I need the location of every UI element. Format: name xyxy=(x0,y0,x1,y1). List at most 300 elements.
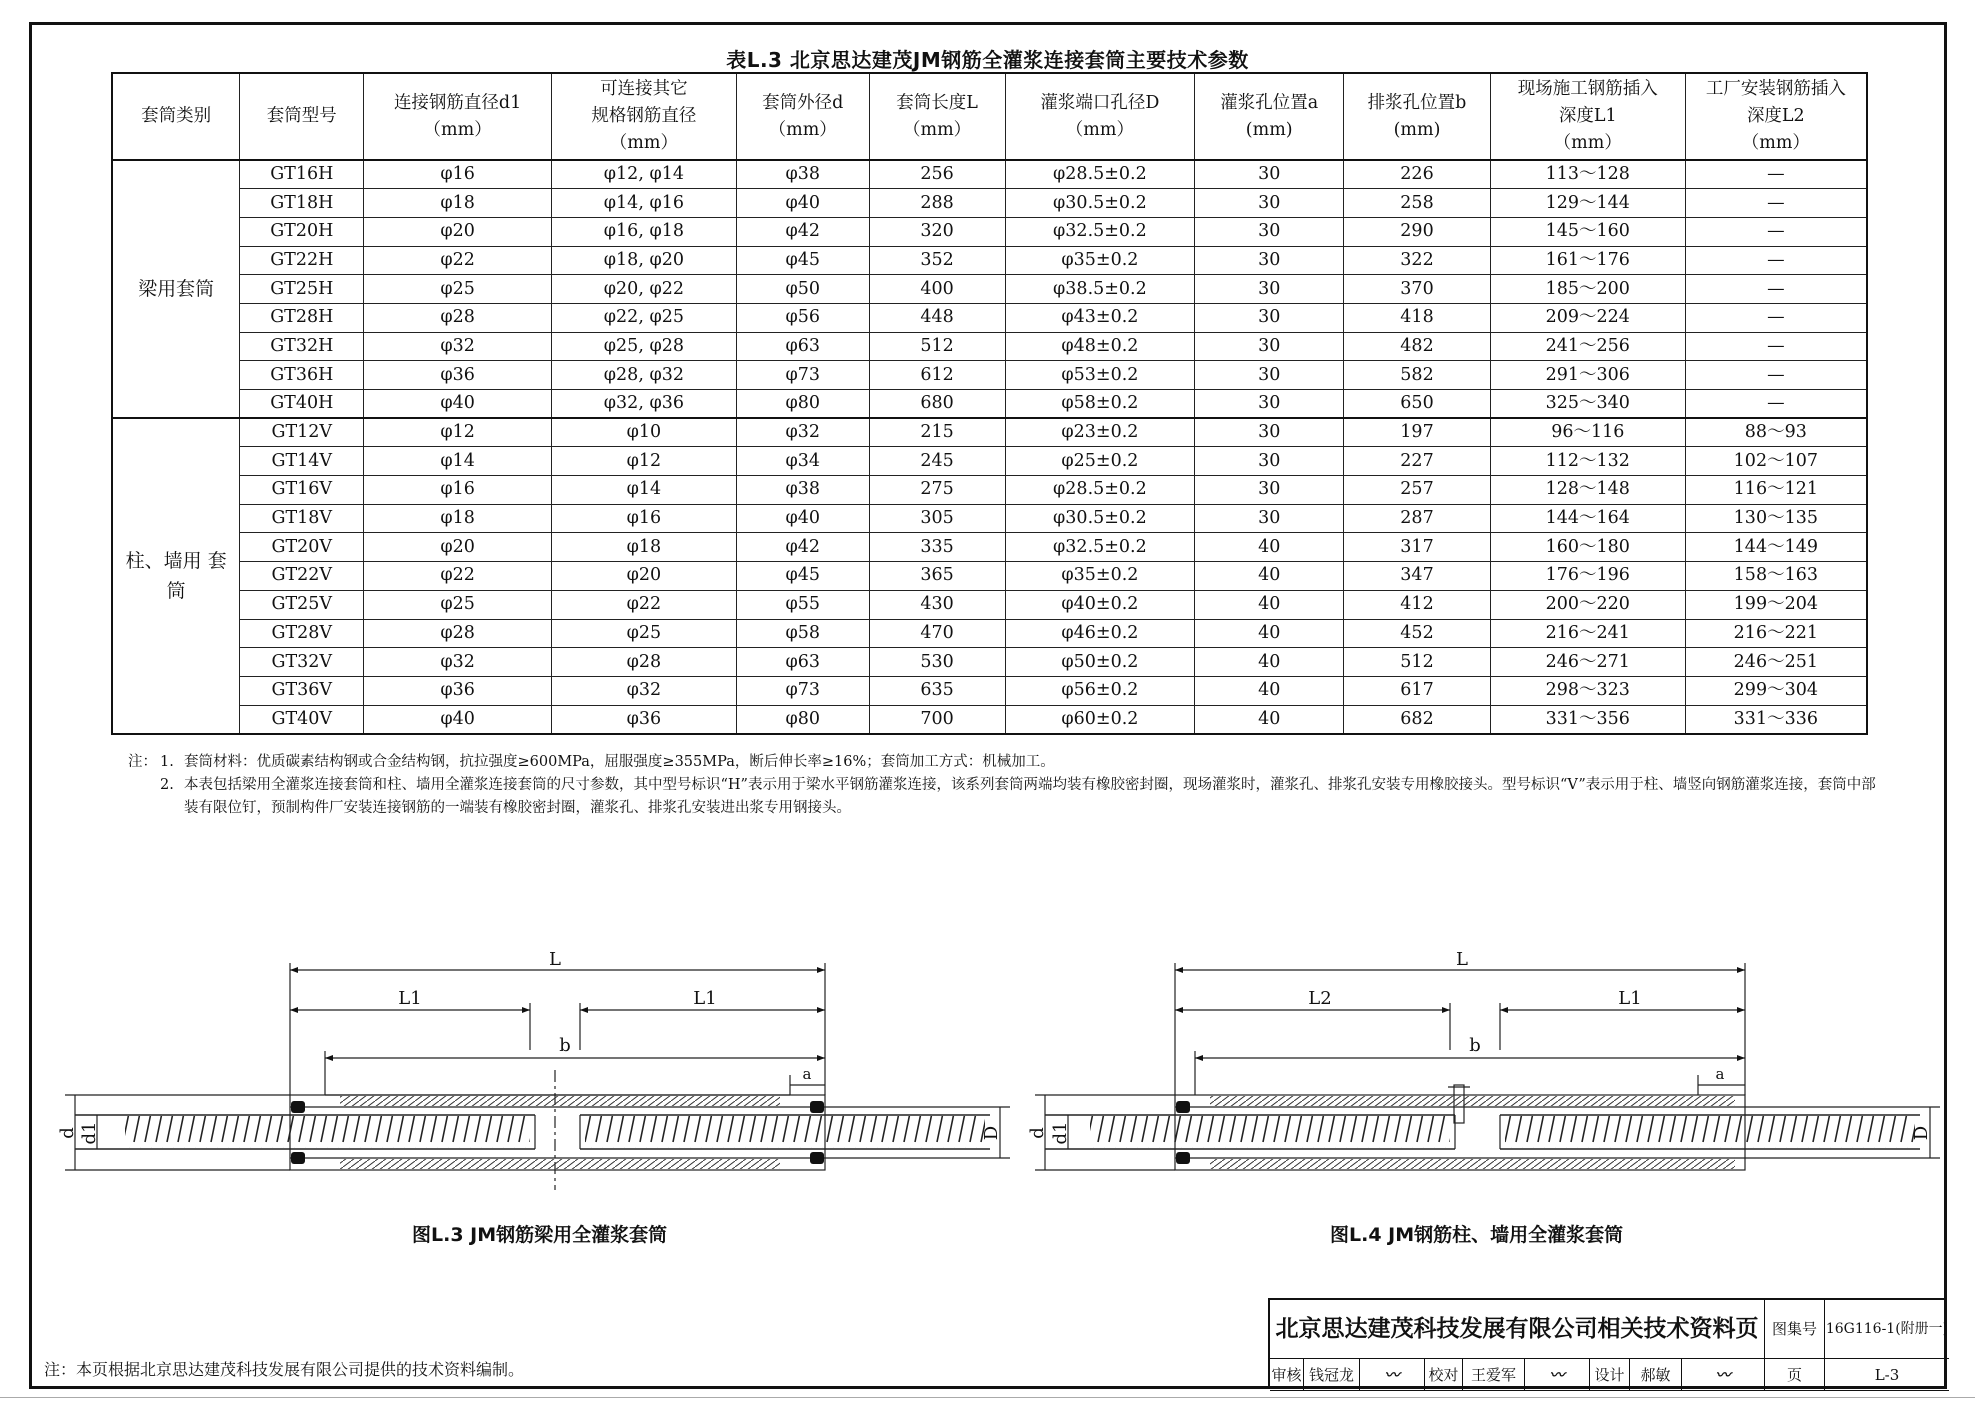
table-cell: φ18 xyxy=(364,504,552,533)
table-cell: φ28 xyxy=(552,648,737,677)
table-cell: 226 xyxy=(1344,160,1491,189)
table-cell: 325～340 xyxy=(1490,390,1685,419)
dim-label-L: L xyxy=(1456,949,1468,970)
table-cell: GT32H xyxy=(240,332,364,361)
table-cell: 288 xyxy=(869,189,1005,218)
table-row xyxy=(112,361,1867,390)
page-number: L-3 xyxy=(1825,1359,1949,1391)
table-cell: — xyxy=(1685,303,1867,332)
table-cell: 40 xyxy=(1195,705,1344,734)
table-cell: φ36 xyxy=(364,676,552,705)
column-header-line: 工厂安装钢筋插入 xyxy=(1705,79,1846,99)
note-label: 注： xyxy=(128,754,157,770)
table-cell: φ38 xyxy=(736,476,869,505)
column-header xyxy=(1344,73,1491,160)
table-cell: φ28.5±0.2 xyxy=(1005,476,1195,505)
figure-caption-beam: 图L.3 JM钢筋梁用全灌浆套筒 xyxy=(412,1224,668,1246)
table-cell: φ16 xyxy=(552,504,737,533)
table-cell: — xyxy=(1685,332,1867,361)
column-header-line: 深度L2 xyxy=(1746,106,1805,126)
table-cell: 102～107 xyxy=(1685,447,1867,476)
table-cell: φ20 xyxy=(364,533,552,562)
table-cell: φ20, φ22 xyxy=(552,275,737,304)
table-row xyxy=(112,390,1867,419)
table-cell: 199～204 xyxy=(1685,590,1867,619)
table-cell: φ40 xyxy=(364,705,552,734)
table-cell: φ20 xyxy=(552,562,737,591)
table-cell: 530 xyxy=(869,648,1005,677)
dim-label-d: d xyxy=(57,1127,78,1139)
table-cell: φ73 xyxy=(736,361,869,390)
table-cell: φ63 xyxy=(736,648,869,677)
review-label: 审核 xyxy=(1270,1359,1304,1391)
table-cell: 200～220 xyxy=(1490,590,1685,619)
table-cell: φ45 xyxy=(736,562,869,591)
table-cell: 275 xyxy=(869,476,1005,505)
table-cell: φ73 xyxy=(736,676,869,705)
table-cell: 470 xyxy=(869,619,1005,648)
table-cell: — xyxy=(1685,275,1867,304)
table-cell: φ12 xyxy=(552,447,737,476)
table-cell: GT25V xyxy=(240,590,364,619)
table-cell: φ32 xyxy=(364,648,552,677)
table-cell: φ22 xyxy=(364,246,552,275)
column-header-line: 套筒长度L xyxy=(896,92,978,113)
table-cell: φ50±0.2 xyxy=(1005,648,1195,677)
dim-label-L1-right: L1 xyxy=(693,988,717,1009)
column-header-line: 规格钢筋直径 xyxy=(591,106,697,126)
table-cell: φ36 xyxy=(552,705,737,734)
table-cell: — xyxy=(1685,361,1867,390)
table-cell: 112～132 xyxy=(1490,447,1685,476)
column-header-line: 连接钢筋直径d1 xyxy=(393,92,522,113)
table-cell: φ25±0.2 xyxy=(1005,447,1195,476)
column-header xyxy=(112,73,240,160)
table-cell: 30 xyxy=(1195,418,1344,447)
table-cell: 700 xyxy=(869,705,1005,734)
category-cell: 梁用套筒 xyxy=(112,160,240,418)
table-cell: GT18V xyxy=(240,504,364,533)
table-cell: φ56±0.2 xyxy=(1005,676,1195,705)
dim-label-b: b xyxy=(559,1035,571,1056)
table-cell: — xyxy=(1685,390,1867,419)
table-cell: φ45 xyxy=(736,246,869,275)
table-row xyxy=(112,160,1867,189)
check-label: 校对 xyxy=(1425,1359,1463,1391)
table-cell: φ12, φ14 xyxy=(552,160,737,189)
table-cell: 256 xyxy=(869,160,1005,189)
table-cell: φ38.5±0.2 xyxy=(1005,275,1195,304)
table-cell: GT20V xyxy=(240,533,364,562)
table-cell: 448 xyxy=(869,303,1005,332)
table-cell: 331～356 xyxy=(1490,705,1685,734)
table-row xyxy=(112,562,1867,591)
table-cell: φ40 xyxy=(364,390,552,419)
table-cell: φ28 xyxy=(364,303,552,332)
column-header-line: 现场施工钢筋插入 xyxy=(1517,79,1658,99)
table-cell: GT14V xyxy=(240,447,364,476)
table-cell: 40 xyxy=(1195,619,1344,648)
dim-label-L1-left: L1 xyxy=(398,988,422,1009)
table-row xyxy=(112,705,1867,734)
table-cell: — xyxy=(1685,160,1867,189)
design-label: 设计 xyxy=(1590,1359,1630,1391)
designer-name: 郝敏 xyxy=(1630,1359,1682,1391)
table-cell: 430 xyxy=(869,590,1005,619)
table-row xyxy=(112,504,1867,533)
table-cell: GT18H xyxy=(240,189,364,218)
table-cell: 370 xyxy=(1344,275,1491,304)
column-header xyxy=(552,73,737,160)
column-header-line: （mm） xyxy=(423,119,492,140)
table-cell: 582 xyxy=(1344,361,1491,390)
table-cell: φ16 xyxy=(364,160,552,189)
table-cell: 160～180 xyxy=(1490,533,1685,562)
table-cell: φ25 xyxy=(364,590,552,619)
table-cell: 30 xyxy=(1195,504,1344,533)
table-row xyxy=(112,418,1867,447)
atlas-label: 图集号 xyxy=(1765,1300,1825,1359)
table-cell: 246～251 xyxy=(1685,648,1867,677)
dim-label-D: D xyxy=(981,1125,1002,1141)
table-cell: 129～144 xyxy=(1490,189,1685,218)
table-cell: φ16 xyxy=(364,476,552,505)
reviewer-name: 钱冠龙 xyxy=(1304,1359,1360,1391)
table-cell: φ42 xyxy=(736,217,869,246)
table-cell: φ60±0.2 xyxy=(1005,705,1195,734)
table-cell: 216～241 xyxy=(1490,619,1685,648)
table-cell: 258 xyxy=(1344,189,1491,218)
table-cell: 305 xyxy=(869,504,1005,533)
table-cell: 145～160 xyxy=(1490,217,1685,246)
table-cell: 291～306 xyxy=(1490,361,1685,390)
column-header-line: 可连接其它 xyxy=(600,79,688,99)
table-row xyxy=(112,590,1867,619)
column-header-line: （mm） xyxy=(768,119,837,140)
table-cell: GT36V xyxy=(240,676,364,705)
checker-name: 王爱军 xyxy=(1463,1359,1525,1391)
column-header-line: 灌浆孔位置a xyxy=(1220,92,1319,113)
column-header xyxy=(1490,73,1685,160)
table-cell: GT25H xyxy=(240,275,364,304)
table-cell: 40 xyxy=(1195,562,1344,591)
table-cell: φ25 xyxy=(552,619,737,648)
table-cell: φ30.5±0.2 xyxy=(1005,189,1195,218)
table-cell: φ20 xyxy=(364,217,552,246)
company-title: 北京思达建茂科技发展有限公司相关技术资料页 xyxy=(1270,1300,1765,1359)
table-cell: — xyxy=(1685,217,1867,246)
table-cell: 320 xyxy=(869,217,1005,246)
table-row xyxy=(112,648,1867,677)
table-cell: φ32.5±0.2 xyxy=(1005,533,1195,562)
table-cell: 209～224 xyxy=(1490,303,1685,332)
checker-signature: 〰 xyxy=(1525,1359,1590,1391)
table-cell: 512 xyxy=(869,332,1005,361)
table-row xyxy=(112,676,1867,705)
table-cell: φ32, φ36 xyxy=(552,390,737,419)
table-row xyxy=(112,246,1867,275)
table-cell: 40 xyxy=(1195,590,1344,619)
table-title: 表L.3 北京思达建茂JM钢筋全灌浆连接套筒主要技术参数 xyxy=(726,48,1249,72)
designer-signature: 〰 xyxy=(1682,1359,1765,1391)
table-cell: φ63 xyxy=(736,332,869,361)
dim-label-L1: L1 xyxy=(1618,988,1642,1009)
table-cell: 30 xyxy=(1195,361,1344,390)
table-cell: 113～128 xyxy=(1490,160,1685,189)
table-cell: 246～271 xyxy=(1490,648,1685,677)
table-cell: GT40H xyxy=(240,390,364,419)
table-cell: 352 xyxy=(869,246,1005,275)
column-header-line: （mm） xyxy=(609,133,678,153)
table-cell: 680 xyxy=(869,390,1005,419)
table-cell: 227 xyxy=(1344,447,1491,476)
table-cell: 512 xyxy=(1344,648,1491,677)
dim-label-D: D xyxy=(1911,1125,1932,1141)
table-cell: 116～121 xyxy=(1685,476,1867,505)
column-header-line: (mm) xyxy=(1393,119,1441,140)
table-cell: 365 xyxy=(869,562,1005,591)
table-cell: φ40 xyxy=(736,189,869,218)
dim-label-b: b xyxy=(1469,1035,1481,1056)
table-cell: φ30.5±0.2 xyxy=(1005,504,1195,533)
table-cell: 40 xyxy=(1195,676,1344,705)
table-row xyxy=(112,303,1867,332)
table-cell: 635 xyxy=(869,676,1005,705)
table-cell: φ22, φ25 xyxy=(552,303,737,332)
table-cell: φ32 xyxy=(736,418,869,447)
table-cell: 287 xyxy=(1344,504,1491,533)
table-cell: φ58 xyxy=(736,619,869,648)
table-cell: 96～116 xyxy=(1490,418,1685,447)
column-wall-sleeve-drawing xyxy=(1027,945,1950,1190)
column-header-line: (mm) xyxy=(1245,119,1293,140)
column-header xyxy=(1195,73,1344,160)
note-text: 套筒材料：优质碳素结构钢或合金结构钢，抗拉强度≥600MPa，屈服强度≥355MPa，断后伸长率≥16%；套筒加工方式：机械加工。 xyxy=(184,754,1055,770)
table-cell: 290 xyxy=(1344,217,1491,246)
dim-label-d1: d1 xyxy=(79,1121,100,1145)
table-cell: 88～93 xyxy=(1685,418,1867,447)
table-cell: 128～148 xyxy=(1490,476,1685,505)
table-cell: 216～221 xyxy=(1685,619,1867,648)
table-cell: φ25 xyxy=(364,275,552,304)
table-row xyxy=(112,619,1867,648)
table-cell: 30 xyxy=(1195,246,1344,275)
table-notes xyxy=(128,751,1883,820)
table-cell: 40 xyxy=(1195,533,1344,562)
table-cell: 30 xyxy=(1195,476,1344,505)
table-cell: 335 xyxy=(869,533,1005,562)
table-cell: GT36H xyxy=(240,361,364,390)
table-cell: φ55 xyxy=(736,590,869,619)
table-cell: φ18 xyxy=(364,189,552,218)
column-header-line: 深度L1 xyxy=(1558,106,1617,126)
table-cell: GT28V xyxy=(240,619,364,648)
table-cell: GT20H xyxy=(240,217,364,246)
table-cell: φ22 xyxy=(552,590,737,619)
table-cell: φ46±0.2 xyxy=(1005,619,1195,648)
table-cell: 317 xyxy=(1344,533,1491,562)
table-cell: φ23±0.2 xyxy=(1005,418,1195,447)
column-header-line: 套筒型号 xyxy=(266,106,337,126)
table-cell: φ28, φ32 xyxy=(552,361,737,390)
table-cell: — xyxy=(1685,189,1867,218)
table-cell: — xyxy=(1685,246,1867,275)
table-cell: φ34 xyxy=(736,447,869,476)
table-cell: 245 xyxy=(869,447,1005,476)
table-cell: GT22H xyxy=(240,246,364,275)
table-cell: φ12 xyxy=(364,418,552,447)
column-header-line: （mm） xyxy=(1553,133,1622,153)
atlas-number: 16G116-1(附册一) xyxy=(1825,1300,1949,1359)
footer-note: 注：本页根据北京思达建茂科技发展有限公司提供的技术资料编制。 xyxy=(44,1360,525,1379)
table-cell: φ32 xyxy=(552,676,737,705)
table-cell: 682 xyxy=(1344,705,1491,734)
category-cell: 柱、墙用 套筒 xyxy=(112,418,240,734)
table-cell: 400 xyxy=(869,275,1005,304)
table-cell: 30 xyxy=(1195,303,1344,332)
dim-label-d: d xyxy=(1027,1127,1048,1139)
page-label: 页 xyxy=(1765,1359,1825,1391)
table-cell: φ25, φ28 xyxy=(552,332,737,361)
table-cell: φ80 xyxy=(736,390,869,419)
table-cell: φ35±0.2 xyxy=(1005,246,1195,275)
table-cell: GT40V xyxy=(240,705,364,734)
table-cell: 30 xyxy=(1195,390,1344,419)
column-header xyxy=(1005,73,1195,160)
table-cell: φ40 xyxy=(736,504,869,533)
table-cell: φ32 xyxy=(364,332,552,361)
table-row xyxy=(112,189,1867,218)
table-cell: φ38 xyxy=(736,160,869,189)
table-cell: φ56 xyxy=(736,303,869,332)
dim-label-d1: d1 xyxy=(1050,1121,1071,1145)
table-cell: 452 xyxy=(1344,619,1491,648)
table-cell: φ36 xyxy=(364,361,552,390)
table-body xyxy=(112,160,1867,734)
column-header-line: （mm） xyxy=(902,119,972,140)
spec-table xyxy=(111,72,1868,735)
table-cell: φ10 xyxy=(552,418,737,447)
table-cell: 412 xyxy=(1344,590,1491,619)
dim-label-a: a xyxy=(802,1065,812,1083)
table-cell: 347 xyxy=(1344,562,1491,591)
column-header-line: 套筒类别 xyxy=(141,106,212,126)
table-row xyxy=(112,332,1867,361)
table-row xyxy=(112,533,1867,562)
table-cell: φ32.5±0.2 xyxy=(1005,217,1195,246)
table-cell: 30 xyxy=(1195,332,1344,361)
table-cell: GT22V xyxy=(240,562,364,591)
table-cell: φ14, φ16 xyxy=(552,189,737,218)
table-cell: 144～149 xyxy=(1685,533,1867,562)
column-header xyxy=(240,73,364,160)
table-cell: 215 xyxy=(869,418,1005,447)
table-cell: φ22 xyxy=(364,562,552,591)
table-cell: φ53±0.2 xyxy=(1005,361,1195,390)
table-cell: φ80 xyxy=(736,705,869,734)
table-header-row xyxy=(112,73,1867,160)
note-item xyxy=(128,774,1883,820)
column-header-line: （mm） xyxy=(1741,133,1810,153)
table-cell: GT32V xyxy=(240,648,364,677)
table-cell: GT12V xyxy=(240,418,364,447)
column-header xyxy=(736,73,869,160)
table-cell: 322 xyxy=(1344,246,1491,275)
table-cell: 650 xyxy=(1344,390,1491,419)
table-cell: 30 xyxy=(1195,447,1344,476)
dim-label-a: a xyxy=(1715,1065,1725,1083)
table-cell: GT28H xyxy=(240,303,364,332)
table-cell: 161～176 xyxy=(1490,246,1685,275)
page-bottom-rule xyxy=(0,1397,1975,1398)
table-cell: 617 xyxy=(1344,676,1491,705)
column-header-line: 排浆孔位置b xyxy=(1367,92,1467,113)
table-cell: 158～163 xyxy=(1685,562,1867,591)
table-cell: 257 xyxy=(1344,476,1491,505)
note-text: 本表包括梁用全灌浆连接套筒和柱、墙用全灌浆连接套筒的尺寸参数，其中型号标识“H”表示用于梁水平钢筋灌浆连接，该系列套筒两端均装有橡胶密封圈，现场灌浆时，灌浆孔、排浆孔安装专用橡胶接头。型号标识“V”表示用于柱、墙竖向钢筋灌浆连接，套筒中部装有限位钉，预制构件厂安装连接钢筋的一端装有橡胶密封圈，灌浆孔、排浆孔安装进出浆专用钢接头。 xyxy=(184,777,1876,816)
column-header-line: 灌浆端口孔径D xyxy=(1040,92,1160,113)
table-cell: 331～336 xyxy=(1685,705,1867,734)
table-cell: 418 xyxy=(1344,303,1491,332)
title-block xyxy=(1268,1298,1947,1389)
table-cell: 40 xyxy=(1195,648,1344,677)
table-cell: φ48±0.2 xyxy=(1005,332,1195,361)
table-row xyxy=(112,275,1867,304)
column-header-line: 套筒外径d xyxy=(762,92,844,113)
note-number: 1. xyxy=(160,754,174,770)
table-cell: φ16, φ18 xyxy=(552,217,737,246)
table-cell: 241～256 xyxy=(1490,332,1685,361)
table-cell: φ50 xyxy=(736,275,869,304)
table-cell: φ58±0.2 xyxy=(1005,390,1195,419)
reviewer-signature: 〰 xyxy=(1360,1359,1425,1391)
table-cell: 197 xyxy=(1344,418,1491,447)
column-header xyxy=(869,73,1005,160)
table-cell: φ42 xyxy=(736,533,869,562)
table-cell: 30 xyxy=(1195,275,1344,304)
note-item xyxy=(128,751,1883,774)
table-cell: 299～304 xyxy=(1685,676,1867,705)
dim-label-L: L xyxy=(549,949,561,970)
table-cell: φ18, φ20 xyxy=(552,246,737,275)
table-cell: φ14 xyxy=(364,447,552,476)
column-header xyxy=(364,73,552,160)
table-row xyxy=(112,217,1867,246)
table-cell: 130～135 xyxy=(1685,504,1867,533)
dim-label-L2: L2 xyxy=(1308,988,1332,1009)
table-cell: GT16V xyxy=(240,476,364,505)
table-cell: 30 xyxy=(1195,189,1344,218)
table-cell: φ40±0.2 xyxy=(1005,590,1195,619)
column-header-line: （mm） xyxy=(1065,119,1134,140)
table-cell: 176～196 xyxy=(1490,562,1685,591)
column-header xyxy=(1685,73,1867,160)
table-cell: GT16H xyxy=(240,160,364,189)
table-cell: 482 xyxy=(1344,332,1491,361)
table-cell: 144～164 xyxy=(1490,504,1685,533)
figure-caption-column-wall: 图L.4 JM钢筋柱、墙用全灌浆套筒 xyxy=(1330,1224,1624,1246)
table-cell: φ43±0.2 xyxy=(1005,303,1195,332)
table-cell: 30 xyxy=(1195,217,1344,246)
table-cell: φ18 xyxy=(552,533,737,562)
table-cell: φ14 xyxy=(552,476,737,505)
note-number: 2. xyxy=(160,777,174,793)
table-cell: φ28.5±0.2 xyxy=(1005,160,1195,189)
table-row xyxy=(112,447,1867,476)
table-row xyxy=(112,476,1867,505)
table-cell: φ28 xyxy=(364,619,552,648)
beam-sleeve-drawing xyxy=(55,945,1015,1190)
